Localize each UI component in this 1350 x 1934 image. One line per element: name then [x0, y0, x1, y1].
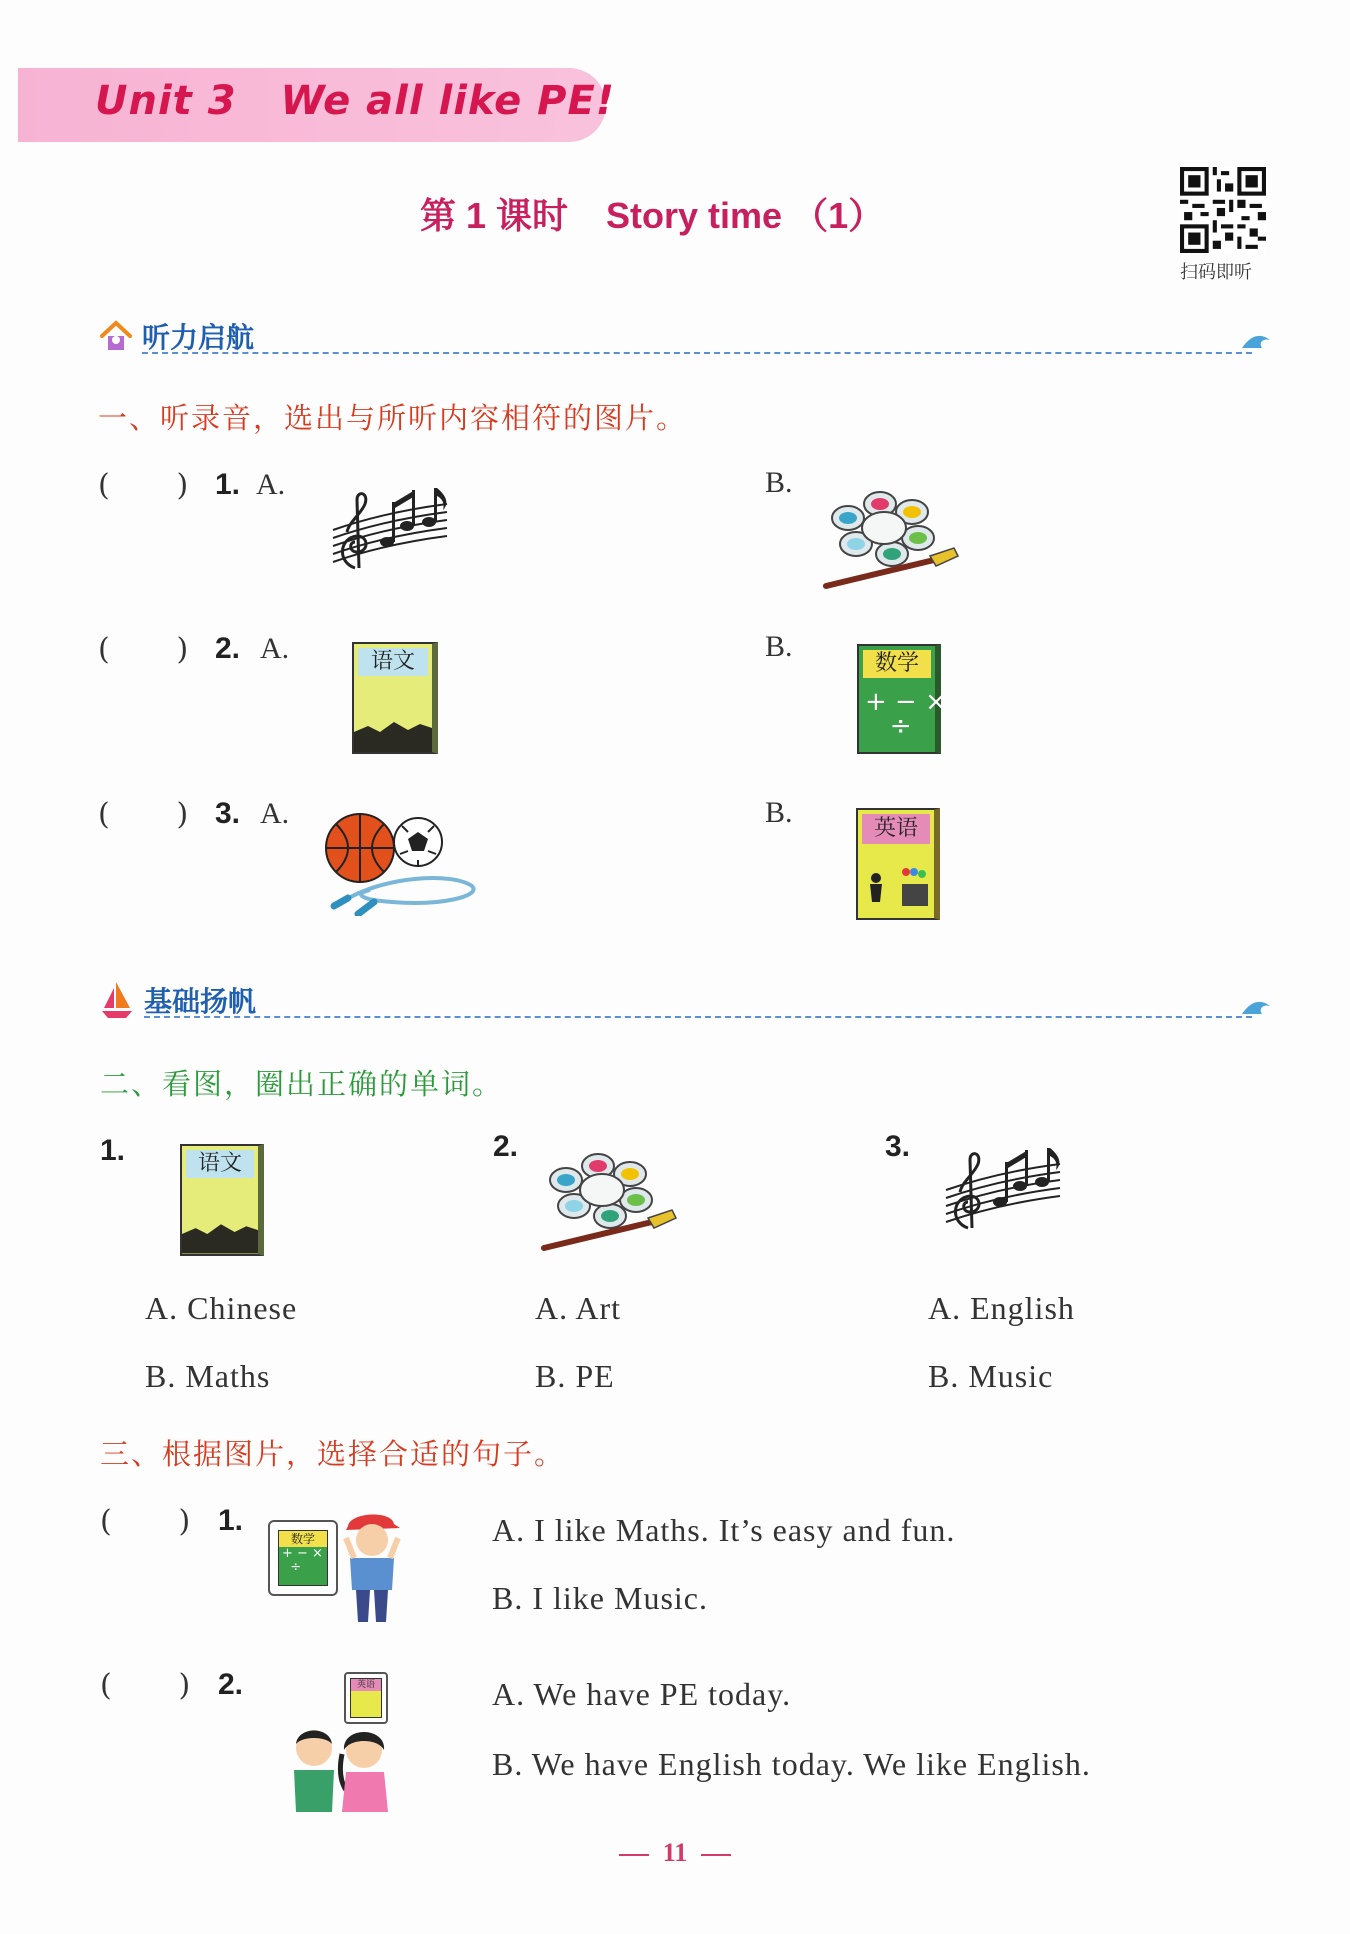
- section-divider: [142, 352, 1252, 354]
- lesson-name: Story time （1）: [606, 195, 885, 236]
- lesson-prefix: 第 1 课时: [420, 195, 569, 236]
- english-book-icon: [350, 1678, 382, 1718]
- maths-book-icon[interactable]: [857, 644, 947, 754]
- section-divider: [144, 1016, 1252, 1018]
- unit-title: [95, 78, 615, 124]
- instruction-2: 二、看图，圈出正确的单词。: [100, 1067, 504, 1101]
- answer-blank[interactable]: ( ): [98, 468, 189, 503]
- maths-book-icon: [278, 1530, 328, 1586]
- people-icon: [862, 862, 932, 912]
- unit-name: We all like PE!: [280, 78, 616, 124]
- chinese-book-icon[interactable]: [352, 642, 438, 754]
- house-icon: [98, 318, 134, 354]
- question-number: 1.: [215, 468, 241, 501]
- word-option-a[interactable]: A. Chinese: [145, 1290, 298, 1326]
- word-option-b[interactable]: B. Maths: [145, 1358, 271, 1394]
- question-number: 2.: [215, 632, 241, 665]
- boy-thinking-icon: [336, 1508, 408, 1628]
- paint-palette-icon: [540, 1144, 680, 1254]
- instruction-3: 三、根据图片，选择合适的句子。: [100, 1437, 566, 1471]
- question-number: 2.: [493, 1130, 519, 1163]
- page-number-value: 11: [662, 1838, 688, 1867]
- answer-blank[interactable]: ( ): [100, 1668, 191, 1703]
- children-icon: [280, 1724, 400, 1812]
- question-number: 3.: [885, 1130, 911, 1163]
- section-heading-listening: 听力启航: [142, 321, 255, 354]
- word-option-b[interactable]: B. Music: [928, 1358, 1054, 1394]
- sailboat-icon: [100, 980, 134, 1020]
- word-option-a[interactable]: A. English: [928, 1290, 1075, 1326]
- sentence-option-b[interactable]: B. I like Music.: [492, 1580, 708, 1616]
- answer-blank[interactable]: ( ): [98, 632, 189, 667]
- page-number: [0, 1838, 1350, 1868]
- book-label: 英语: [862, 814, 930, 844]
- speech-bubble: [268, 1520, 338, 1596]
- mountain-icon: [182, 1214, 258, 1254]
- music-notes-icon: [938, 1142, 1068, 1232]
- word-option-b[interactable]: B. PE: [535, 1358, 615, 1394]
- lesson-title: [420, 188, 884, 239]
- math-symbols: + − × ÷: [865, 687, 947, 741]
- option-a-label: A.: [256, 468, 286, 501]
- question-number: 2.: [218, 1668, 244, 1701]
- section-heading-basics: 基础扬帆: [144, 985, 257, 1018]
- qr-code-icon[interactable]: [1180, 167, 1266, 253]
- math-symbols: + − × ÷: [282, 1546, 323, 1575]
- sports-balls-icon[interactable]: [322, 806, 482, 916]
- mountain-icon: [354, 712, 432, 752]
- instruction-1: 一、听录音，选出与所听内容相符的图片。: [98, 401, 688, 435]
- book-label: 语文: [186, 1150, 254, 1178]
- answer-blank[interactable]: ( ): [100, 1504, 191, 1539]
- unit-label: Unit 3: [95, 78, 237, 124]
- book-label: 数学: [279, 1531, 327, 1547]
- wave-icon: [1240, 330, 1274, 350]
- option-b-label: B.: [765, 796, 793, 829]
- wave-icon: [1240, 996, 1274, 1016]
- book-label: 语文: [358, 648, 428, 676]
- book-label: 数学: [863, 650, 931, 678]
- speech-bubble: [344, 1672, 388, 1724]
- word-option-a[interactable]: A. Art: [535, 1290, 621, 1326]
- option-b-label: B.: [765, 630, 793, 663]
- option-a-label: A.: [260, 797, 290, 830]
- qr-caption: 扫码即听: [1180, 262, 1252, 283]
- question-number: 1.: [218, 1504, 244, 1537]
- answer-blank[interactable]: ( ): [98, 797, 189, 832]
- sentence-option-b[interactable]: B. We have English today. We like English.: [492, 1746, 1091, 1782]
- sentence-option-a[interactable]: A. I like Maths. It’s easy and fun.: [492, 1512, 956, 1548]
- english-book-icon[interactable]: [856, 808, 940, 920]
- question-number: 1.: [100, 1134, 126, 1167]
- option-a-label: A.: [260, 632, 290, 665]
- paint-palette-icon[interactable]: [822, 482, 962, 592]
- question-number: 3.: [215, 797, 241, 830]
- music-notes-icon[interactable]: [325, 482, 455, 572]
- sentence-option-a[interactable]: A. We have PE today.: [492, 1676, 792, 1712]
- option-b-label: B.: [765, 466, 793, 499]
- book-label: 英语: [351, 1679, 381, 1691]
- chinese-book-icon: [180, 1144, 264, 1256]
